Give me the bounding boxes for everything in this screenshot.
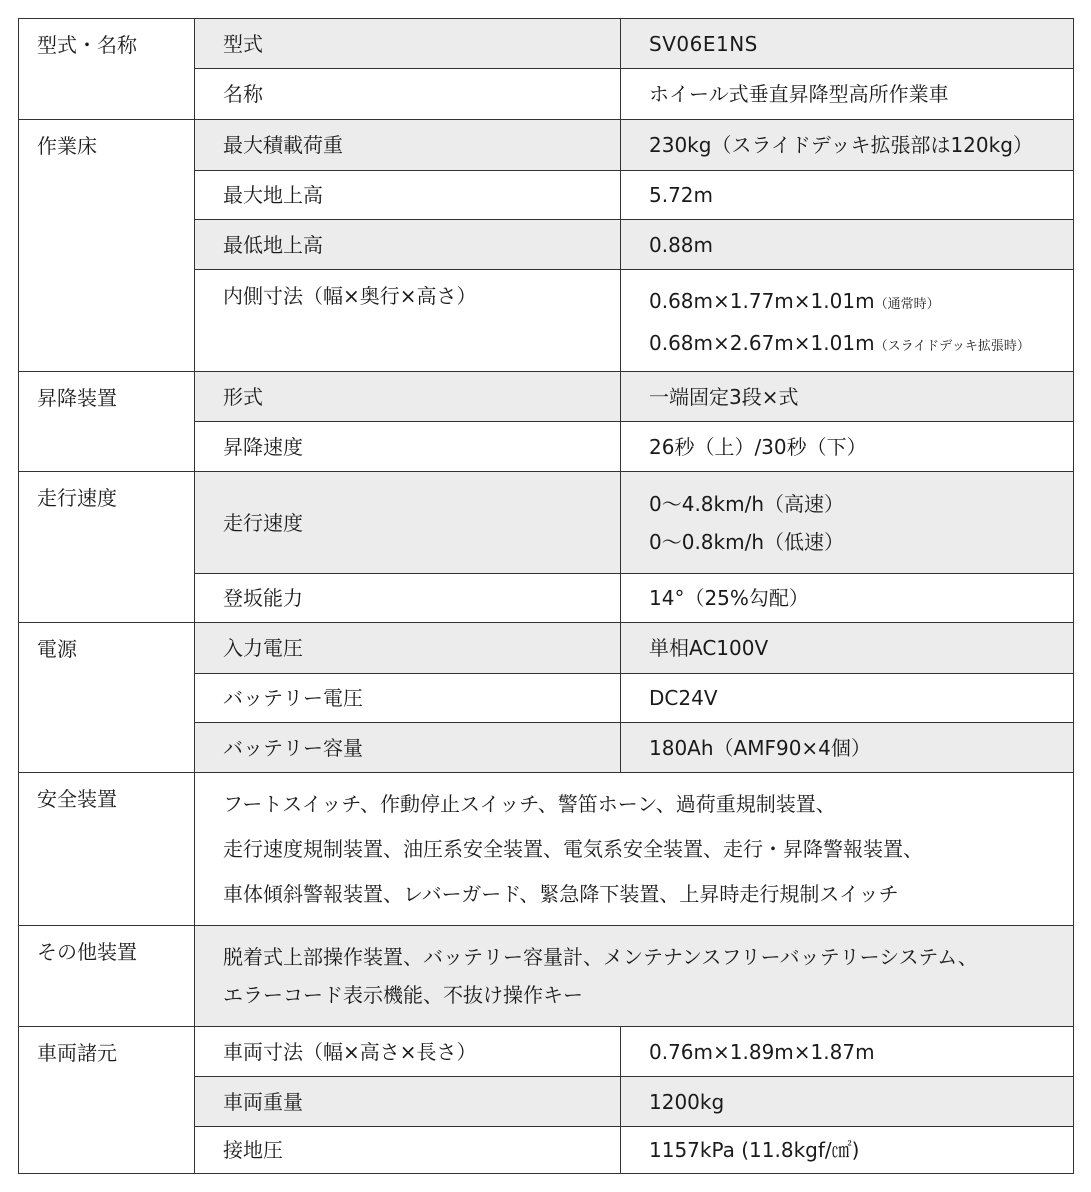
item-label: 昇降速度 [195, 422, 621, 472]
item-value: 1200kg [621, 1077, 1074, 1127]
spec-row [19, 472, 1074, 574]
spec-row [19, 926, 1074, 1027]
category-vehicle: 車両諸元 [19, 1027, 195, 1174]
safety-devices-text [195, 773, 1074, 926]
item-value: 0.76m×1.89m×1.87m [621, 1027, 1074, 1077]
value-line: 0.68m×2.67m×1.01m（スライドデッキ拡張時） [649, 330, 1030, 355]
item-label: 内側寸法（幅×奥行×高さ） [195, 270, 621, 372]
item-label: 接地圧 [195, 1127, 621, 1174]
item-label: 走行速度 [195, 472, 621, 574]
text-line: フートスイッチ、作動停止スイッチ、警笛ホーン、過荷重規制装置、 [223, 791, 836, 816]
item-label: 最大地上高 [195, 171, 621, 220]
item-value: 180Ah（AMF90×4個） [621, 723, 1074, 773]
item-label: 登坂能力 [195, 574, 621, 623]
spec-row [19, 623, 1074, 674]
value-line: 0.68m×1.77m×1.01m（通常時） [649, 288, 940, 313]
item-value: 一端固定3段×式 [621, 372, 1074, 422]
spec-row [19, 120, 1074, 171]
item-value: 1157kPa (11.8kgf/㎠) [621, 1127, 1074, 1174]
spec-table [18, 18, 1074, 1174]
other-devices-text [195, 926, 1074, 1027]
value-line: 0〜4.8km/h（高速） [649, 491, 845, 516]
item-label: 形式 [195, 372, 621, 422]
item-label: 最大積載荷重 [195, 120, 621, 171]
item-value: SV06E1NS [621, 19, 1074, 69]
text-line: 走行速度規制装置、油圧系安全装置、電気系安全装置、走行・昇降警報装置、 [223, 836, 923, 861]
spec-row [19, 372, 1074, 422]
spec-row [19, 773, 1074, 926]
item-label: バッテリー容量 [195, 723, 621, 773]
item-label: 車両重量 [195, 1077, 621, 1127]
item-value-multi [621, 270, 1074, 372]
item-label: バッテリー電圧 [195, 674, 621, 723]
item-value: 単相AC100V [621, 623, 1074, 674]
value-line: 0〜0.8km/h（低速） [649, 529, 845, 554]
spec-row [19, 19, 1074, 69]
category-travel: 走行速度 [19, 472, 195, 623]
item-value: DC24V [621, 674, 1074, 723]
category-model: 型式・名称 [19, 19, 195, 120]
item-value-multi [621, 472, 1074, 574]
text-line: 脱着式上部操作装置、バッテリー容量計、メンテナンスフリーバッテリーシステム、 [223, 945, 978, 969]
item-value: 14°（25%勾配） [621, 574, 1074, 623]
text-line: 車体傾斜警報装置、レバーガード、緊急降下装置、上昇時走行規制スイッチ [223, 881, 899, 906]
category-safety: 安全装置 [19, 773, 195, 926]
spec-row [19, 1027, 1074, 1077]
item-label: 車両寸法（幅×高さ×長さ） [195, 1027, 621, 1077]
item-value: 0.88m [621, 220, 1074, 270]
item-value: ホイール式垂直昇降型高所作業車 [621, 69, 1074, 120]
item-label: 型式 [195, 19, 621, 69]
item-value: 26秒（上）/30秒（下） [621, 422, 1074, 472]
item-label: 最低地上高 [195, 220, 621, 270]
item-value: 5.72m [621, 171, 1074, 220]
category-other: その他装置 [19, 926, 195, 1027]
item-value: 230kg（スライドデッキ拡張部は120kg） [621, 120, 1074, 171]
item-label: 名称 [195, 69, 621, 120]
text-line: エラーコード表示機能、不抜け操作キー [223, 983, 583, 1007]
category-lift: 昇降装置 [19, 372, 195, 472]
category-power: 電源 [19, 623, 195, 773]
category-platform: 作業床 [19, 120, 195, 372]
item-label: 入力電圧 [195, 623, 621, 674]
